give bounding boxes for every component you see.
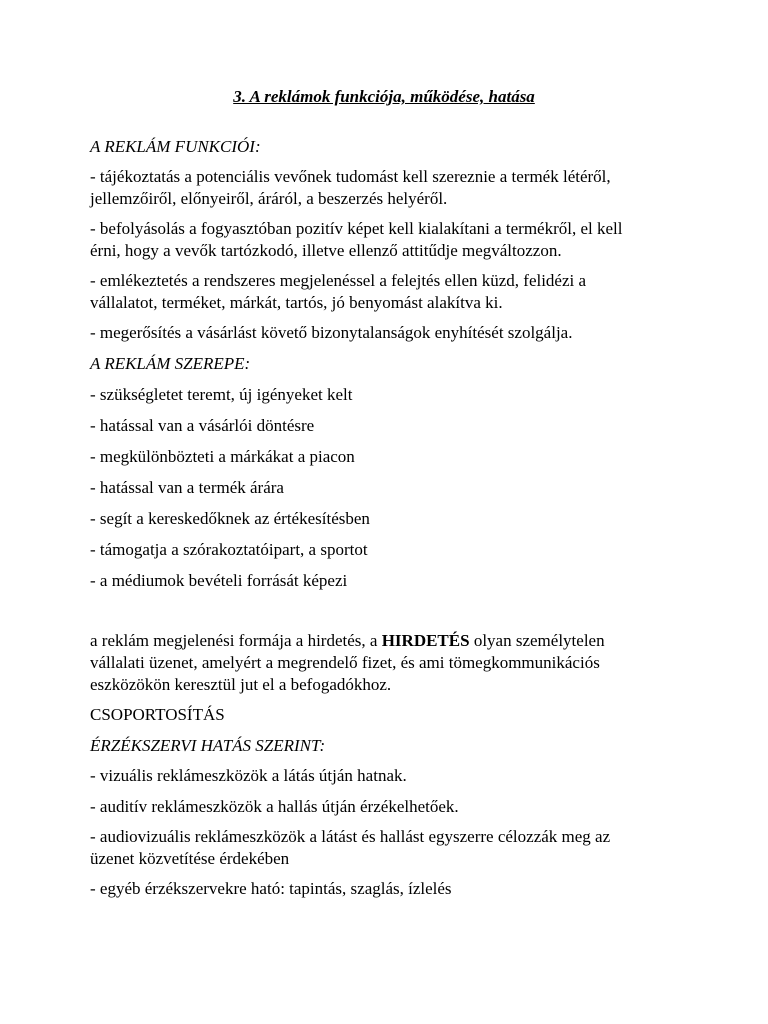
function-item-1-line-1: - tájékoztatás a potenciális vevőnek tudomást kell szereznie a termék létéről, <box>90 167 611 186</box>
hirdetes-line-2: vállalati üzenet, amelyért a megrendelő fizet, és ami tömegkommunikációs <box>90 653 600 672</box>
sense-item-3-line-1: - audiovizuális reklámeszközök a látást és hallást egyszerre célozzák meg az <box>90 827 611 846</box>
function-item-4-line-1: - megerősítés a vásárlást követő bizonytalanságok enyhítését szolgálja. <box>90 323 573 342</box>
role-item-3: - megkülönbözteti a márkákat a piacon <box>90 447 355 466</box>
sense-heading: ÉRZÉKSZERVI HATÁS SZERINT: <box>90 736 326 755</box>
document-title: 3. A reklámok funkciója, működése, hatása <box>233 87 535 106</box>
section-heading-roles: A REKLÁM SZEREPE: <box>90 354 251 373</box>
sense-item-3-line-2: üzenet közvetítése érdekében <box>90 849 290 868</box>
hirdetes-line-1 <box>90 630 690 652</box>
hirdetes-bold-term: HIRDETÉS <box>381 631 470 650</box>
role-item-5: - segít a kereskedőknek az értékesítésben <box>90 509 370 528</box>
role-item-6: - támogatja a szórakoztatóipart, a sportot <box>90 540 368 559</box>
role-item-7: - a médiumok bevételi forrását képezi <box>90 571 348 590</box>
sense-item-1: - vizuális reklámeszközök a látás útján hatnak. <box>90 766 407 785</box>
role-item-1: - szükségletet teremt, új igényeket kelt <box>90 385 353 404</box>
role-item-4: - hatással van a termék árára <box>90 478 284 497</box>
sense-item-2: - auditív reklámeszközök a hallás útján érzékelhetőek. <box>90 797 459 816</box>
hirdetes-post-text: olyan személytelen <box>469 631 605 650</box>
sense-item-4: - egyéb érzékszervekre ható: tapintás, szaglás, ízlelés <box>90 879 452 898</box>
function-item-3-line-2: vállalatot, terméket, márkát, tartós, jó benyomást alakítva ki. <box>90 293 503 312</box>
role-item-2: - hatással van a vásárlói döntésre <box>90 416 315 435</box>
grouping-heading: CSOPORTOSÍTÁS <box>90 705 225 724</box>
hirdetes-line-3: eszközökön keresztül jut el a befogadókhoz. <box>90 675 392 694</box>
function-item-1-line-2: jellemzőiről, előnyeiről, áráról, a beszerzés helyéről. <box>90 189 448 208</box>
section-heading-functions: A REKLÁM FUNKCIÓI: <box>90 137 261 156</box>
function-item-2-line-1: - befolyásolás a fogyasztóban pozitív képet kell kialakítani a termékről, el kell <box>90 219 623 238</box>
hirdetes-pre-text: a reklám megjelenési formája a hirdetés, a <box>90 631 382 650</box>
function-item-2-line-2: érni, hogy a vevők tartózkodó, illetve ellenző attitűdje megváltozzon. <box>90 241 562 260</box>
function-item-3-line-1: - emlékeztetés a rendszeres megjelenéssel a felejtés ellen küzd, felidézi a <box>90 271 587 290</box>
